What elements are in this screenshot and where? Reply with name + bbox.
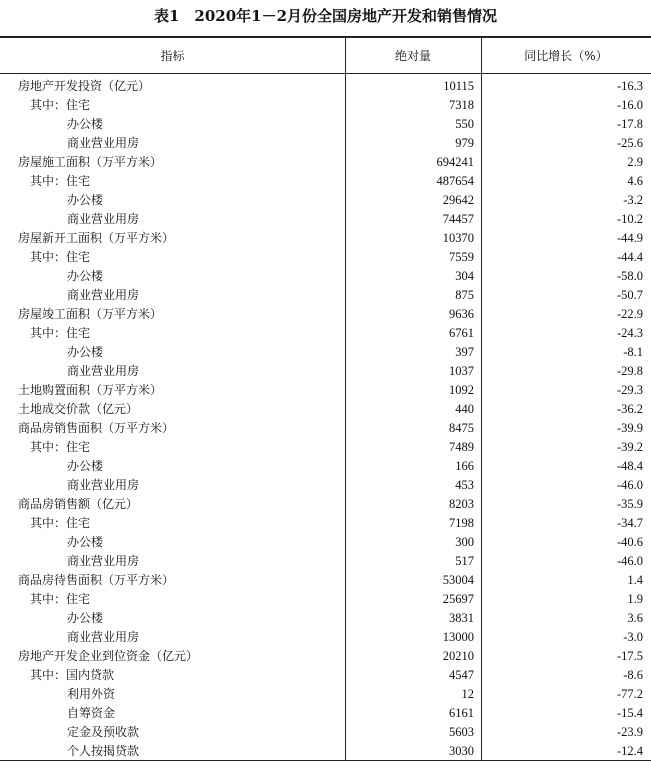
table-row xyxy=(0,419,651,438)
row-yoy-value: -40.6 xyxy=(616,535,643,549)
row-yoy-value: -16.0 xyxy=(616,98,643,112)
row-yoy-value: -77.2 xyxy=(616,687,643,701)
row-absolute-value: 4547 xyxy=(449,668,474,682)
table-row xyxy=(0,267,651,286)
table-row xyxy=(0,343,651,362)
row-absolute-value: 20210 xyxy=(442,649,474,663)
row-absolute-value: 13000 xyxy=(442,630,474,644)
row-yoy-value: -39.2 xyxy=(616,440,643,454)
row-yoy-value: -44.4 xyxy=(616,250,643,264)
row-absolute-value: 1092 xyxy=(449,383,474,397)
row-yoy-value: -3.2 xyxy=(623,193,643,207)
row-label: 其中：住宅 xyxy=(30,592,91,606)
table-row xyxy=(0,210,651,229)
row-yoy-value: -48.4 xyxy=(616,459,643,473)
row-absolute-value: 29642 xyxy=(442,193,474,207)
table-row xyxy=(0,457,651,476)
row-yoy-value: -29.3 xyxy=(616,383,643,397)
row-absolute-value: 7318 xyxy=(449,98,474,112)
row-label: 其中：国内贷款 xyxy=(30,668,115,682)
table-row xyxy=(0,476,651,495)
table-row xyxy=(0,115,651,134)
row-absolute-value: 8475 xyxy=(449,421,474,435)
row-absolute-value: 10370 xyxy=(442,231,474,245)
table-row xyxy=(0,438,651,457)
row-label: 办公楼 xyxy=(67,535,104,549)
row-label: 办公楼 xyxy=(67,269,104,283)
row-label: 房地产开发投资（亿元） xyxy=(18,79,151,93)
row-label: 其中：住宅 xyxy=(30,440,91,454)
header-indicator: 指标 xyxy=(160,49,185,63)
row-label: 商品房待售面积（万平方米） xyxy=(18,573,175,587)
row-yoy-value: -25.6 xyxy=(616,136,643,150)
row-yoy-value: -29.8 xyxy=(616,364,643,378)
row-yoy-value: 1.4 xyxy=(627,573,643,587)
row-absolute-value: 6161 xyxy=(449,706,474,720)
row-absolute-value: 440 xyxy=(455,402,474,416)
table-row xyxy=(0,324,651,343)
row-absolute-value: 10115 xyxy=(443,79,474,93)
table-row xyxy=(0,571,651,590)
row-yoy-value: -58.0 xyxy=(616,269,643,283)
table-row xyxy=(0,381,651,400)
row-yoy-value: -39.9 xyxy=(616,421,643,435)
row-yoy-value: -17.8 xyxy=(616,117,643,131)
row-absolute-value: 8203 xyxy=(449,497,474,511)
table-row xyxy=(0,286,651,305)
table-row xyxy=(0,248,651,267)
table-row xyxy=(0,514,651,533)
row-yoy-value: -23.9 xyxy=(616,725,643,739)
row-absolute-value: 550 xyxy=(455,117,474,131)
table-row xyxy=(0,400,651,419)
table-row xyxy=(0,134,651,153)
header-yoy: 同比增长（%） xyxy=(524,49,608,63)
row-label: 商业营业用房 xyxy=(67,288,140,302)
row-label: 办公楼 xyxy=(67,459,104,473)
table-row xyxy=(0,742,651,761)
table-row xyxy=(0,723,651,742)
table-row xyxy=(0,647,651,666)
table-body xyxy=(0,77,651,761)
row-yoy-value: -10.2 xyxy=(616,212,643,226)
row-absolute-value: 694241 xyxy=(436,155,474,169)
row-yoy-value: -8.6 xyxy=(623,668,643,682)
row-label: 其中：住宅 xyxy=(30,250,91,264)
row-absolute-value: 304 xyxy=(455,269,474,283)
row-yoy-value: -46.0 xyxy=(616,478,643,492)
row-absolute-value: 9636 xyxy=(449,307,474,321)
row-yoy-value: 2.9 xyxy=(627,155,643,169)
row-label: 商业营业用房 xyxy=(67,212,140,226)
table-row xyxy=(0,77,651,96)
row-yoy-value: -50.7 xyxy=(616,288,643,302)
row-yoy-value: 3.6 xyxy=(627,611,643,625)
row-absolute-value: 517 xyxy=(455,554,474,568)
row-label: 商业营业用房 xyxy=(67,136,140,150)
row-label: 个人按揭贷款 xyxy=(67,744,140,758)
row-yoy-value: -24.3 xyxy=(616,326,643,340)
table-row xyxy=(0,533,651,552)
table-row xyxy=(0,172,651,191)
row-yoy-value: -22.9 xyxy=(616,307,643,321)
row-yoy-value: -15.4 xyxy=(616,706,643,720)
row-label: 办公楼 xyxy=(67,611,104,625)
row-label: 商品房销售额（亿元） xyxy=(18,497,139,511)
table-row xyxy=(0,191,651,210)
row-yoy-value: -16.3 xyxy=(616,79,643,93)
row-label: 房屋施工面积（万平方米） xyxy=(18,155,163,169)
table-row xyxy=(0,704,651,723)
row-absolute-value: 7198 xyxy=(449,516,474,530)
row-label: 商业营业用房 xyxy=(67,554,140,568)
header-absolute: 绝对量 xyxy=(394,49,431,63)
row-absolute-value: 3831 xyxy=(449,611,474,625)
table-row xyxy=(0,96,651,115)
table-row xyxy=(0,685,651,704)
row-label: 商业营业用房 xyxy=(67,478,140,492)
table-bottom-rule xyxy=(0,760,651,761)
row-label: 利用外资 xyxy=(67,687,116,701)
row-yoy-value: -34.7 xyxy=(616,516,643,530)
row-yoy-value: -44.9 xyxy=(616,231,643,245)
table-header xyxy=(0,36,651,74)
row-absolute-value: 166 xyxy=(455,459,474,473)
table-row xyxy=(0,495,651,514)
row-absolute-value: 74457 xyxy=(442,212,474,226)
table-row xyxy=(0,666,651,685)
row-label: 其中：住宅 xyxy=(30,98,91,112)
table-row xyxy=(0,153,651,172)
row-absolute-value: 12 xyxy=(461,687,474,701)
row-yoy-value: -12.4 xyxy=(616,744,643,758)
table-row xyxy=(0,305,651,324)
row-absolute-value: 453 xyxy=(455,478,474,492)
row-absolute-value: 53004 xyxy=(442,573,474,587)
row-label: 土地购置面积（万平方米） xyxy=(18,383,163,397)
row-absolute-value: 875 xyxy=(455,288,474,302)
row-label: 土地成交价款（亿元） xyxy=(18,402,139,416)
table-row xyxy=(0,628,651,647)
row-yoy-value: -36.2 xyxy=(616,402,643,416)
row-label: 商业营业用房 xyxy=(67,364,140,378)
row-absolute-value: 979 xyxy=(455,136,474,150)
row-label: 办公楼 xyxy=(67,345,104,359)
row-absolute-value: 1037 xyxy=(449,364,474,378)
table-row xyxy=(0,362,651,381)
row-absolute-value: 5603 xyxy=(449,725,474,739)
row-absolute-value: 3030 xyxy=(449,744,474,758)
table-row xyxy=(0,609,651,628)
row-label: 其中：住宅 xyxy=(30,174,91,188)
row-absolute-value: 487654 xyxy=(436,174,474,188)
row-yoy-value: -17.5 xyxy=(616,649,643,663)
table-row xyxy=(0,552,651,571)
row-label: 其中：住宅 xyxy=(30,326,91,340)
row-label: 自筹资金 xyxy=(67,706,116,720)
row-label: 商品房销售面积（万平方米） xyxy=(18,421,175,435)
row-absolute-value: 6761 xyxy=(449,326,474,340)
row-yoy-value: -8.1 xyxy=(623,345,643,359)
row-label: 房屋竣工面积（万平方米） xyxy=(18,307,163,321)
table-row xyxy=(0,229,651,248)
table-row xyxy=(0,590,651,609)
row-yoy-value: -35.9 xyxy=(616,497,643,511)
row-absolute-value: 7559 xyxy=(449,250,474,264)
row-label: 办公楼 xyxy=(67,193,104,207)
row-label: 商业营业用房 xyxy=(67,630,140,644)
row-label: 定金及预收款 xyxy=(67,725,140,739)
row-label: 办公楼 xyxy=(67,117,104,131)
row-yoy-value: 4.6 xyxy=(627,174,643,188)
table-title: 表1 2020年1－2月份全国房地产开发和销售情况 xyxy=(153,7,498,25)
row-absolute-value: 7489 xyxy=(449,440,474,454)
row-yoy-value: -46.0 xyxy=(616,554,643,568)
row-label: 房屋新开工面积（万平方米） xyxy=(18,231,175,245)
row-label: 房地产开发企业到位资金（亿元） xyxy=(18,649,199,663)
row-absolute-value: 25697 xyxy=(442,592,474,606)
row-absolute-value: 397 xyxy=(455,345,474,359)
row-label: 其中：住宅 xyxy=(30,516,91,530)
row-yoy-value: 1.9 xyxy=(627,592,643,606)
row-absolute-value: 300 xyxy=(455,535,474,549)
row-yoy-value: -3.0 xyxy=(623,630,643,644)
